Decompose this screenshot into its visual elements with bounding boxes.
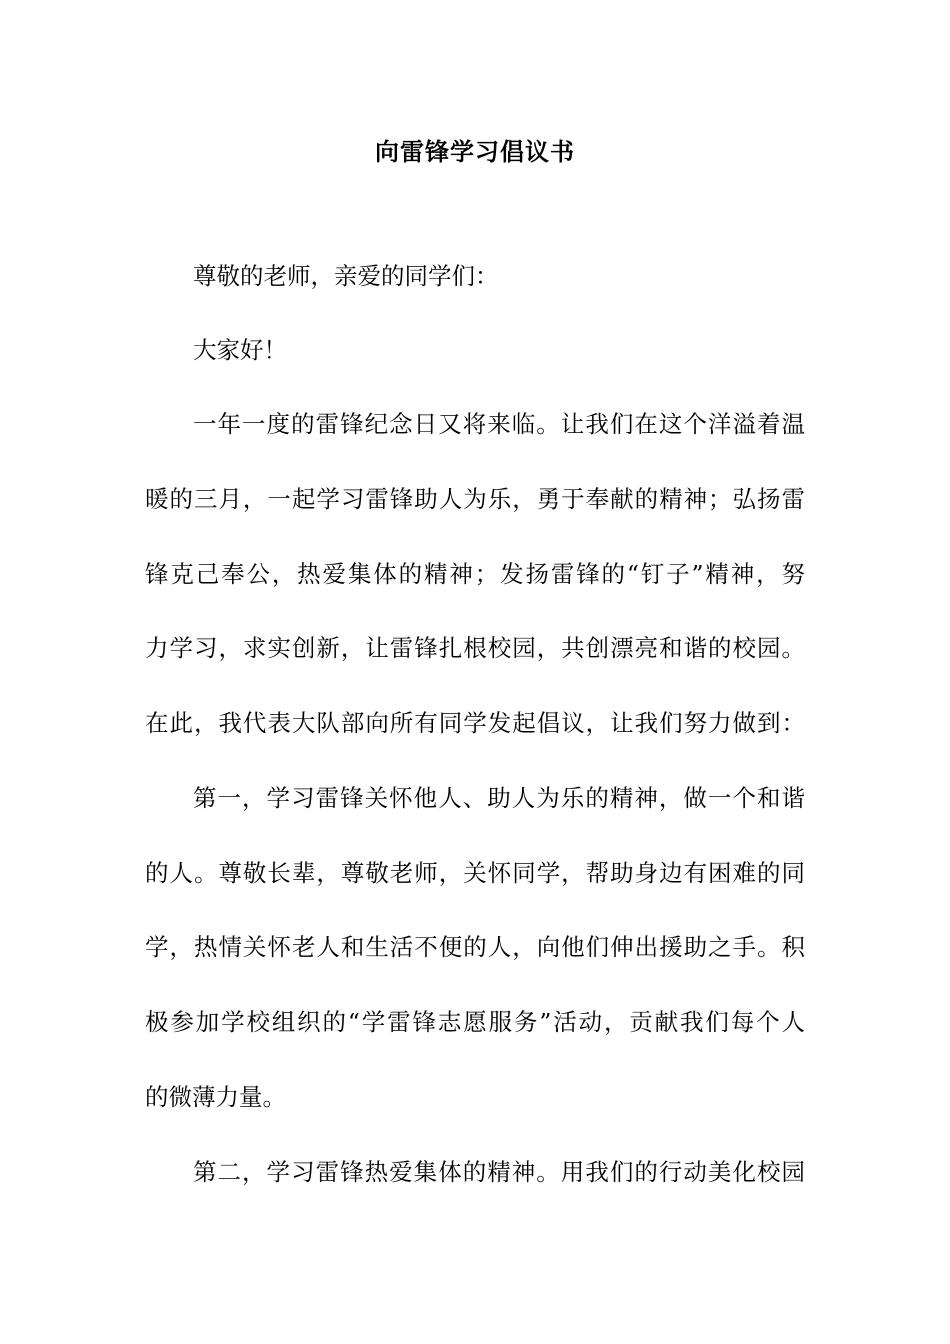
paragraph-line: 锋克己奉公，热爱集体的精神；发扬雷锋的“钉子”精神，努 <box>145 560 805 588</box>
paragraph-line: 的人。尊敬长辈，尊敬老师，关怀同学，帮助身边有困难的同 <box>145 859 805 887</box>
paragraph-line: 力学习，求实创新，让雷锋扎根校园，共创漂亮和谐的校园。 <box>145 634 805 662</box>
paragraph-line: 极参加学校组织的“学雷锋志愿服务”活动，贡献我们每个人 <box>145 1008 805 1036</box>
paragraph-line: 第一，学习雷锋关怀他人、助人为乐的精神，做一个和谐 <box>193 784 805 812</box>
paragraph-line: 第二，学习雷锋热爱集体的精神。用我们的行动美化校园 <box>193 1158 805 1186</box>
paragraph-line: 一年一度的雷锋纪念日又将来临。让我们在这个洋溢着温 <box>193 410 805 438</box>
paragraph-line: 暖的三月，一起学习雷锋助人为乐，勇于奉献的精神；弘扬雷 <box>145 485 805 513</box>
paragraph-line: 学，热情关怀老人和生活不便的人，向他们伸出援助之手。积 <box>145 933 805 961</box>
salutation-line: 尊敬的老师，亲爱的同学们： <box>193 262 499 290</box>
document-title: 向雷锋学习倡议书 <box>375 137 575 166</box>
paragraph-line: 在此，我代表大队部向所有同学发起倡议，让我们努力做到： <box>145 709 805 737</box>
greeting-line: 大家好！ <box>193 336 287 364</box>
paragraph-line: 的微薄力量。 <box>145 1083 286 1111</box>
